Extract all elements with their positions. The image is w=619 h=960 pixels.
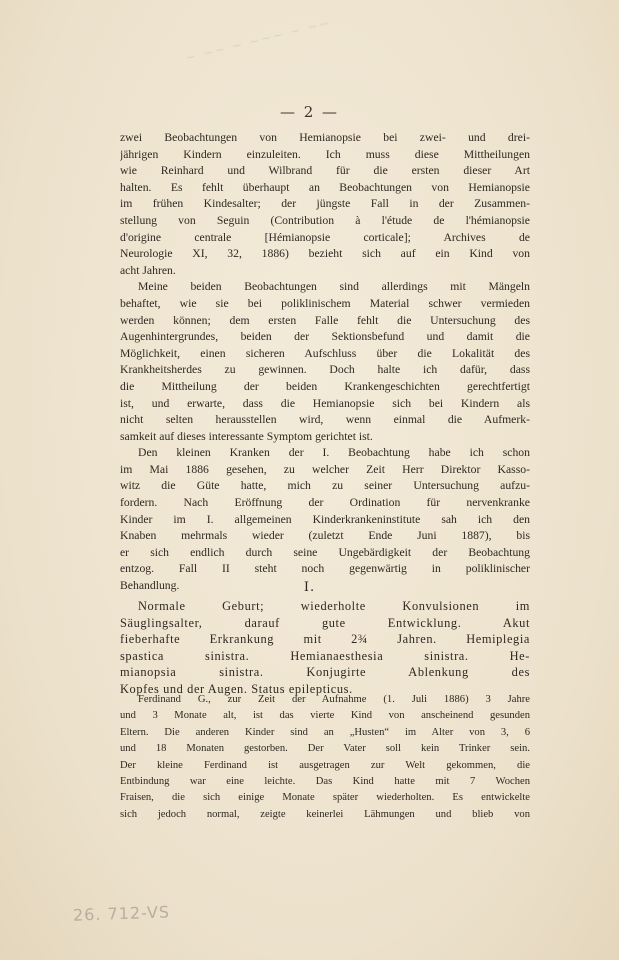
case-line: und 18 Monaten gestorben. Der Vater soll kein Trinker sein. [120, 743, 530, 755]
text-line: im Mai 1886 gesehen, zu welcher Zeit Herr Direktor Kasso- [120, 462, 530, 476]
case-line: sich jedoch normal, zeigte keinerlei Lähmungen und blieb von [120, 808, 530, 820]
summary-line: mianopsia sinistra. Konjugirte Ablenkung des [120, 665, 530, 680]
text-line: halten. Es fehlt überhaupt an Beobachtungen von Hemianopsie [120, 180, 530, 194]
text-line: werden können; dem ersten Falle fehlt die Untersuchung des [120, 313, 530, 327]
text-line: Meine beiden Beobachtungen sind allerdings mit Mängeln [138, 280, 530, 294]
text-line: im frühen Kindesalter; der jüngste Fall in der Zusammen- [120, 197, 530, 211]
text-line: ist, und erwarte, dass die Hemianopsie sich bei Kindern als [120, 396, 530, 410]
case-line: Ferdinand G., zur Zeit der Aufnahme (1. Juli 1886) 3 Jahre [138, 694, 530, 705]
text-line: Behandlung. [120, 579, 180, 593]
text-line: jährigen Kindern einzuleiten. Ich muss diese Mittheilungen [120, 147, 530, 161]
text-line: zwei Beobachtungen von Hemianopsie bei zwei- und drei- [120, 131, 530, 144]
text-line: wie Reinhard und Wilbrand für die ersten dieser Art [120, 164, 530, 178]
case-line: Fraisen, die sich einige Monate später wiederholten. Es entwickelte [120, 792, 530, 804]
case-summary [120, 598, 530, 698]
text-line: Augenhintergrundes, beiden der Sektionsbefund und damit die [120, 330, 530, 344]
summary-line: spastica sinistra. Hemianaesthesia sinistra. He- [120, 648, 530, 663]
case-history [120, 692, 530, 823]
text-line: Neurologie XI, 32, 1886) bezieht sich auf ein Kind von [120, 247, 530, 261]
summary-line: Säuglingsalter, darauf gute Entwicklung. Akut [120, 615, 530, 630]
text-line: acht Jahren. [120, 263, 176, 277]
text-line: die Mittheilung der beiden Krankengeschichten gerechtfertigt [120, 379, 530, 393]
text-line: Knaben mehrmals wieder (zuletzt Ende Juni 1887), bis [120, 529, 530, 543]
summary-line: fieberhafte Erkrankung mit 2¾ Jahren. Hemiplegia [120, 632, 530, 647]
case-line: Eltern. Die anderen Kinder sind an „Husten“ im Alter von 3, 6 [120, 726, 530, 738]
text-line: Den kleinen Kranken der I. Beobachtung habe ich schon [138, 446, 530, 460]
text-line: Kinder im I. allgemeinen Kinderkrankeninstitute sah ich den [120, 512, 530, 526]
text-line: entzog. Fall II steht noch gegenwärtig in poliklinischer [120, 562, 530, 576]
text-line: Möglichkeit, einen sicheren Aufschluss über die Lokalität des [120, 346, 530, 360]
text-line: witz die Güte hatte, mich zu seiner Untersuchung aufzu- [120, 479, 530, 493]
intro-paragraphs [120, 130, 530, 595]
text-line: fordern. Nach Eröffnung der Ordination für nervenkranke [120, 496, 530, 510]
text-line: samkeit auf dieses interessante Symptom gerichtet ist. [120, 429, 373, 443]
section-heading: I. [303, 580, 316, 595]
case-line: Entbindung war eine leichte. Das Kind hatte mit 7 Wochen [120, 775, 530, 787]
text-line: er sich endlich durch seine Ungebärdigkeit der Beobachtung [120, 545, 530, 559]
bleed-through-texture: ~ ~~ ~ ~~~ ~ ~~ [184, 15, 333, 66]
text-line: behaftet, wie sie bei poliklinischem Material schwer vermieden [120, 296, 530, 310]
case-line: und 3 Monate alt, ist das vierte Kind von anscheinend gesunden [120, 710, 530, 722]
summary-line: Kopfes und der Augen. Status epilepticus. [120, 681, 353, 696]
summary-line: Normale Geburt; wiederholte Konvulsionen im [138, 599, 530, 613]
text-line: nicht selten herausstellen wird, wenn einmal die Aufmerk- [120, 413, 530, 427]
page-number: — 2 — [279, 103, 340, 121]
case-line: Der kleine Ferdinand ist ausgetragen zur Welt gekommen, die [120, 759, 530, 771]
handwritten-annotation: 26. 712-VS [72, 902, 171, 925]
text-line: Krankheitsherdes zu gewinnen. Doch halte ich dafür, dass [120, 363, 530, 377]
text-line: d'origine centrale [Hémianopsie corticale]; Archives de [120, 230, 530, 244]
text-line: stellung von Seguin (Contribution à l'étude de l'hémianopsie [120, 213, 530, 227]
